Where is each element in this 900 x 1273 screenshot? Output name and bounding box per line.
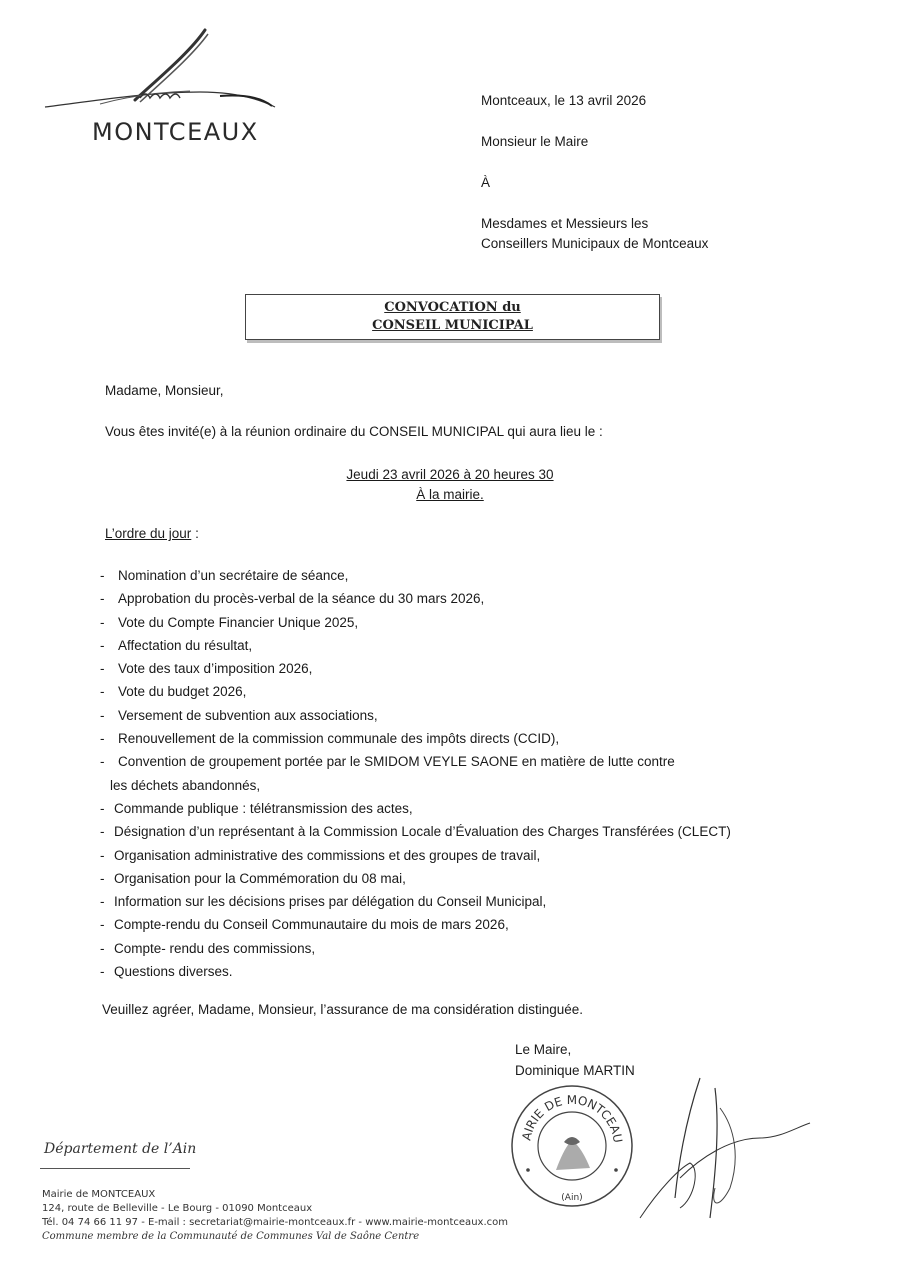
recipients-line-1: Mesdames et Messieurs les — [481, 216, 649, 231]
agenda-bullet: - — [100, 707, 105, 723]
meeting-place: À la mairie. — [416, 487, 484, 502]
agenda-item — [100, 564, 731, 587]
agenda-item — [100, 727, 731, 750]
agenda-bullet: - — [100, 754, 105, 770]
place-date: Montceaux, le 13 avril 2026 — [481, 93, 647, 108]
agenda-item-text: Versement de subvention aux associations, — [118, 707, 378, 723]
agenda-list — [100, 564, 731, 983]
agenda-item — [100, 937, 731, 960]
agenda-bullet: - — [100, 824, 105, 840]
agenda-bullet: - — [100, 847, 105, 863]
closing-formula: Veuillez agréer, Madame, Monsieur, l’assurance de ma considération distinguée. — [102, 1002, 584, 1017]
agenda-bullet: - — [100, 800, 105, 816]
title-line-1: CONVOCATION du — [384, 300, 521, 315]
to-prefix: À — [481, 175, 491, 190]
invitation-text: Vous êtes invité(e) à la réunion ordinaire du CONSEIL MUNICIPAL qui aura lieu le : — [105, 424, 603, 439]
agenda-item-text: Vote du budget 2026, — [118, 684, 247, 700]
agenda-bullet: - — [100, 731, 105, 747]
agenda-item-text: Compte- rendu des commissions, — [114, 940, 316, 956]
agenda-item — [100, 797, 731, 820]
sender: Monsieur le Maire — [481, 134, 589, 149]
agenda-item-text: Nomination d’un secrétaire de séance, — [118, 568, 349, 583]
address-block — [481, 93, 708, 256]
mairie-seal-stamp — [508, 1082, 636, 1210]
agenda-item-text: Désignation d’un représentant à la Commission Locale d’Évaluation des Charges Transférées (CLECT) — [114, 824, 731, 840]
agenda-bullet: - — [100, 614, 105, 630]
meeting-date: Jeudi 23 avril 2026 à 20 heures 30 — [346, 467, 554, 482]
recipients-line-2: Conseillers Municipaux de Montceaux — [481, 236, 709, 251]
agenda-bullet: - — [100, 870, 105, 886]
agenda-item-text: Organisation administrative des commissions et des groupes de travail, — [114, 847, 541, 863]
salutation: Madame, Monsieur, — [105, 383, 224, 398]
agenda-bullet: - — [100, 661, 105, 677]
agenda-heading-colon: : — [191, 526, 199, 541]
agenda-item — [100, 587, 731, 610]
agenda-heading-text: L’ordre du jour — [105, 526, 192, 541]
seal-bottom-text: (Ain) — [561, 1193, 583, 1203]
signatory-role: Le Maire, — [515, 1042, 572, 1057]
agenda-bullet: - — [100, 894, 105, 910]
agenda-bullet: - — [100, 940, 105, 956]
signature-block — [515, 1042, 635, 1079]
agenda-item — [100, 820, 731, 843]
agenda-item — [100, 844, 731, 867]
agenda-item-text: Organisation pour la Commémoration du 08 mai, — [114, 870, 406, 886]
agenda-item-text: Vote des taux d’imposition 2026, — [118, 661, 313, 677]
agenda-item-text: Information sur les décisions prises par délégation du Conseil Municipal, — [114, 894, 547, 910]
agenda-item — [100, 657, 731, 680]
logo-name: MONTCEAUX — [92, 118, 259, 146]
commune-logo — [40, 22, 280, 152]
agenda-item — [100, 774, 731, 797]
agenda-item-text: Renouvellement de la commission communale des impôts directs (CCID), — [118, 731, 560, 747]
agenda-bullet: - — [100, 637, 105, 653]
signatory-name: Dominique MARTIN — [515, 1063, 635, 1078]
agenda-bullet: - — [100, 568, 105, 583]
agenda-bullet: - — [100, 591, 105, 607]
agenda-bullet: - — [100, 917, 105, 933]
seal-text: AIRIE DE MONTCEAU — [519, 1092, 625, 1144]
footer-divider — [40, 1168, 190, 1169]
footer-member: Commune membre de la Communauté de Communes Val de Saône Centre — [42, 1231, 420, 1242]
agenda-item — [100, 913, 731, 936]
agenda-bullet: - — [100, 684, 105, 700]
agenda-item-text: Vote du Compte Financier Unique 2025, — [118, 614, 359, 630]
convocation-title-box — [245, 294, 660, 340]
title-line-2: CONSEIL MUNICIPAL — [372, 318, 533, 333]
footer-department: Département de l’Ain — [44, 1141, 197, 1157]
agenda-item-text: Compte-rendu du Conseil Communautaire du mois de mars 2026, — [114, 917, 509, 933]
agenda-item-text: Approbation du procès-verbal de la séance du 30 mars 2026, — [118, 591, 485, 607]
handwritten-signature — [620, 1068, 820, 1228]
agenda-item — [100, 890, 731, 913]
agenda-item-text: Convention de groupement portée par le SMIDOM VEYLE SAONE en matière de lutte contre — [118, 754, 675, 770]
logo-swoosh-graphic — [40, 22, 280, 122]
agenda-item-text: les déchets abandonnés, — [110, 777, 261, 793]
agenda-item — [100, 750, 731, 773]
footer-contact-line: Tél. 04 74 66 11 97 - E-mail : secretariat@mairie-montceaux.fr - www.mairie-montceaux.com — [42, 1217, 508, 1228]
agenda-item-text: Commande publique : télétransmission des actes, — [114, 800, 413, 816]
meeting-details — [0, 465, 900, 505]
agenda-heading — [105, 526, 199, 542]
footer-address: 124, route de Belleville - Le Bourg - 01090 Montceaux — [42, 1203, 313, 1214]
agenda-bullet: - — [100, 964, 105, 980]
agenda-item — [100, 611, 731, 634]
agenda-item — [100, 680, 731, 703]
agenda-item — [100, 704, 731, 727]
footer-contact — [42, 1188, 508, 1244]
agenda-item-text: Affectation du résultat, — [118, 637, 253, 653]
seal-graphic — [508, 1082, 636, 1210]
agenda-item-text: Questions diverses. — [114, 964, 233, 980]
agenda-item — [100, 634, 731, 657]
agenda-item — [100, 867, 731, 890]
footer-org: Mairie de MONTCEAUX — [42, 1189, 156, 1200]
agenda-item — [100, 960, 731, 983]
